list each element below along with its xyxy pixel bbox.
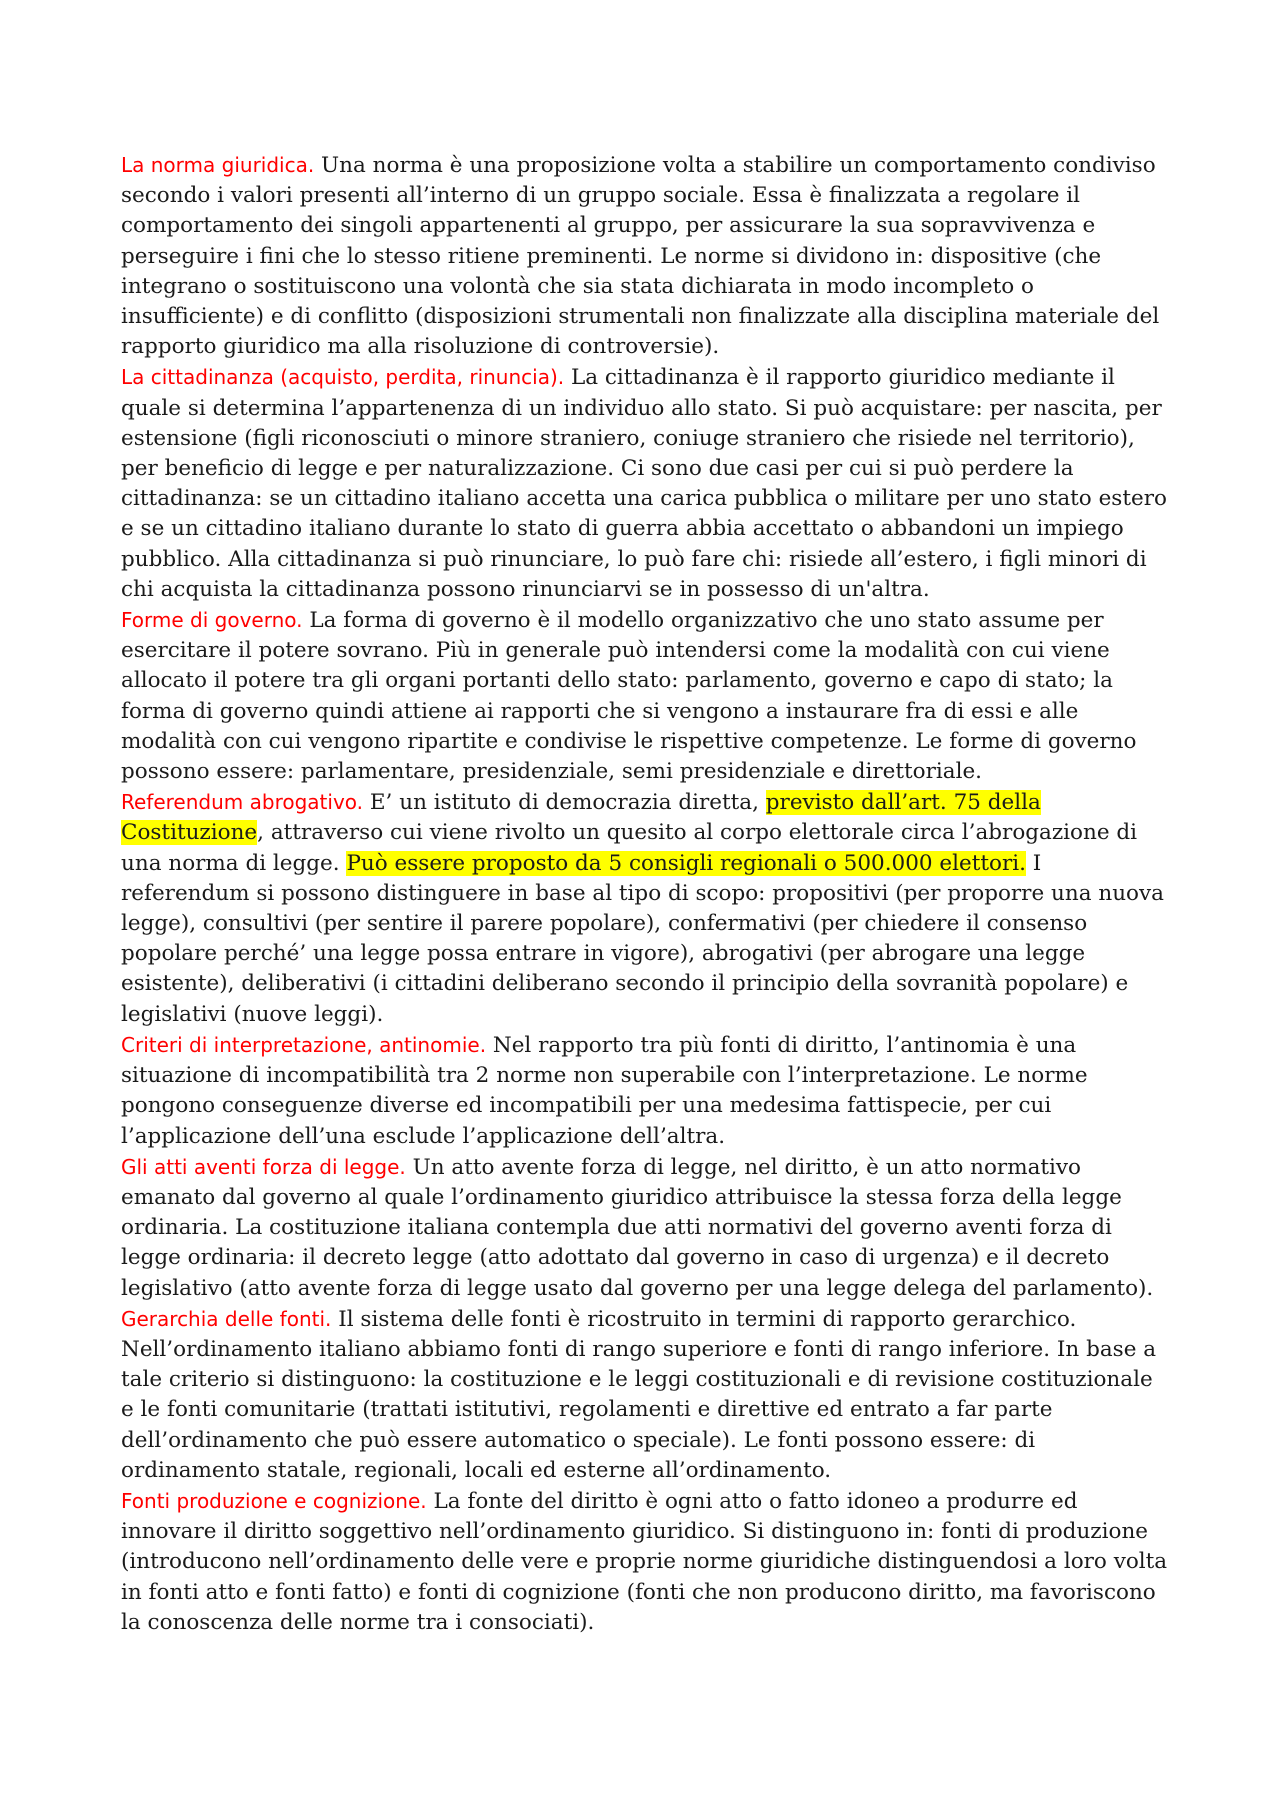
section-heading: Referendum abrogativo.	[121, 790, 364, 815]
section-criteri-interpretazione	[121, 1030, 1171, 1152]
section-body: Una norma è una proposizione volta a stabilire un comportamento condiviso secondo i valori presenti all’interno di un gruppo sociale. Essa è finalizzata a regolare il comportamento dei singoli appartenenti al gruppo, per assicurare la sua sopravvivenza e perseguire i fini che lo stesso ritiene preminenti. Le norme si dividono in: dispositive (che integrano o sostituiscono una volontà che sia stata dichiarata in modo incompleto o insufficiente) e di conflitto (disposizioni strumentali non finalizzate alla disciplina materiale del rapporto giuridico ma alla risoluzione di controversie).	[121, 153, 1160, 360]
section-heading: La norma giuridica.	[121, 153, 315, 177]
section-body: Un atto avente forza di legge, nel diritto, è un atto normativo emanato dal governo al quale l’ordinamento giuridico attribuisce la stessa forza della legge ordinaria. La costituzione italiana contempla due atti normativi del governo aventi forza di legge ordinaria: il decreto legge (atto adottato dal governo in caso di urgenza) e il decreto legislativo (atto avente forza di legge usato dal governo per una legge delega del parlamento).	[121, 1154, 1154, 1301]
highlighted-text: previsto dall’art. 75 della Costituzione	[121, 790, 1041, 846]
section-heading: Criteri di interpretazione, antinomie.	[121, 1032, 487, 1057]
section-body-part: , attraverso cui viene rivolto un quesito al corpo elettorale circa l’abrogazione di una norma di legge.	[121, 820, 1138, 876]
section-body: Il sistema delle fonti è ricostruito in termini di rapporto gerarchico. Nell’ordinamento italiano abbiamo fonti di rango superiore e fonti di rango inferiore. In base a tale criterio si distinguono: la costituzione e le leggi costituzionali e di revisione costituzionale e le fonti comunitarie (trattati istitutivi, regolamenti e direttive ed entrato a far parte dell’ordinamento che può essere automatico o speciale). Le fonti possono essere: di ordinamento statale, regionali, locali ed esterne all’ordinamento.	[121, 1306, 1157, 1483]
section-gerarchia-fonti	[121, 1304, 1171, 1486]
section-forme-di-governo	[121, 605, 1171, 787]
section-atti-forza-di-legge	[121, 1152, 1171, 1304]
document-page	[121, 150, 1171, 1638]
section-norma-giuridica	[121, 150, 1171, 362]
highlighted-text: Può essere proposto da 5 consigli regionali o 500.000 elettori.	[346, 850, 1026, 876]
section-heading: Fonti produzione e cognizione.	[121, 1488, 427, 1513]
section-body: La forma di governo è il modello organizzativo che uno stato assume per esercitare il potere sovrano. Più in generale può intendersi come la modalità con cui viene allocato il potere tra gli organi portanti dello stato: parlamento, governo e capo di stato; la forma di governo quindi attiene ai rapporti che si vengono a instaurare fra di essi e alle modalità con cui vengono ripartite e condivise le rispettive competenze. Le forme di governo possono essere: parlamentare, presidenziale, semi presidenziale e direttoriale.	[121, 608, 1137, 785]
section-body: Nel rapporto tra più fonti di diritto, l’antinomia è una situazione di incompatibilità tra 2 norme non superabile con l’interpretazione. Le norme pongono conseguenze diverse ed incompatibili per una medesima fattispecie, per cui l’applicazione dell’una esclude l’applicazione dell’altra.	[121, 1032, 1088, 1149]
section-cittadinanza	[121, 362, 1171, 605]
section-body: La cittadinanza è il rapporto giuridico mediante il quale si determina l’appartenenza di un individuo allo stato. Si può acquistare: per nascita, per estensione (figli riconosciuti o minore straniero, coniuge straniero che risiede nel territorio), per beneficio di legge e per naturalizzazione. Ci sono due casi per cui si può perdere la cittadinanza: se un cittadino italiano accetta una carica pubblica o militare per uno stato estero e se un cittadino italiano durante lo stato di guerra abbia accettato o abbandoni un impiego pubblico. Alla cittadinanza si può rinunciare, lo può fare chi: risiede all’estero, i figli minori di chi acquista la cittadinanza possono rinunciarvi se in possesso di un'altra.	[121, 365, 1167, 602]
section-body-part: I referendum si possono distinguere in base al tipo di scopo: propositivi (per proporre una nuova legge), consultivi (per sentire il parere popolare), confermativi (per chiedere il consenso popolare perché’ una legge possa entrare in vigore), abrogativi (per abrogare una legge esistente), deliberativi (i cittadini deliberano secondo il principio della sovranità popolare) e legislativi (nuove leggi).	[121, 850, 1164, 1027]
section-fonti-produzione-cognizione	[121, 1486, 1171, 1638]
section-heading: La cittadinanza (acquisto, perdita, rinuncia).	[121, 365, 565, 390]
section-heading: Forme di governo.	[121, 608, 303, 633]
section-referendum-abrogativo	[121, 787, 1171, 1030]
section-heading: Gli atti aventi forza di legge.	[121, 1154, 406, 1179]
section-body-part: E’ un istituto di democrazia diretta,	[363, 790, 766, 816]
section-body: La fonte del diritto è ogni atto o fatto idoneo a produrre ed innovare il diritto soggettivo nell’ordinamento giuridico. Si distinguono in: fonti di produzione (introducono nell’ordinamento delle vere e proprie norme giuridiche distinguendosi a loro volta in fonti atto e fonti fatto) e fonti di cognizione (fonti che non producono diritto, ma favoriscono la conoscenza delle norme tra i consociati).	[121, 1488, 1168, 1635]
section-heading: Gerarchia delle fonti.	[121, 1306, 332, 1331]
